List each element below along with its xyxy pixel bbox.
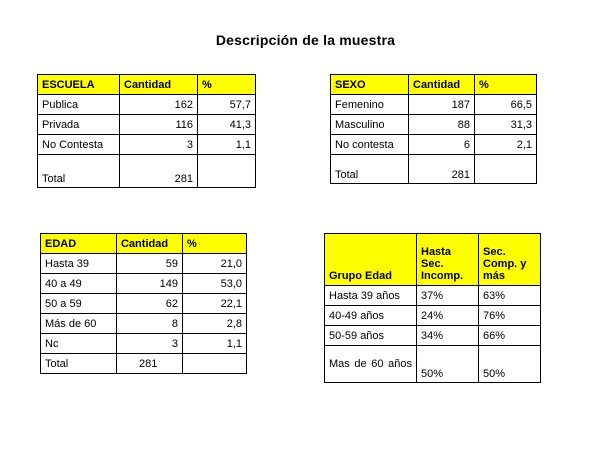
table-row: [38, 115, 256, 135]
table-cell: 149: [117, 274, 183, 294]
table-cell: 88: [409, 115, 475, 135]
table-cell: 50%: [417, 346, 479, 383]
table-cell: 59: [117, 254, 183, 274]
table-row: [41, 314, 247, 334]
table-cell: No Contesta: [38, 135, 120, 155]
table-cell: [475, 155, 537, 184]
total-value: 281: [117, 354, 183, 374]
table-cell: Femenino: [331, 95, 409, 115]
table-cell: 162: [120, 95, 198, 115]
total-label: Total: [331, 155, 409, 184]
table-cell: 24%: [417, 306, 479, 326]
table-cell: 31,3: [475, 115, 537, 135]
table-cell: 3: [120, 135, 198, 155]
table-cell: 1,1: [198, 135, 256, 155]
table-row: [325, 286, 541, 306]
total-row: [38, 155, 256, 188]
table-cell: 53,0: [183, 274, 247, 294]
table-cell: Publica: [38, 95, 120, 115]
table-cell: 63%: [479, 286, 541, 306]
table-row: [38, 95, 256, 115]
table-row: [41, 334, 247, 354]
column-header: Sec. Comp. y más: [479, 234, 541, 286]
table-row: [41, 274, 247, 294]
table-cell: 66%: [479, 326, 541, 346]
table-header-row: [38, 75, 256, 95]
table-row: [41, 254, 247, 274]
table-cell: Mas de 60 años: [325, 346, 417, 383]
column-header: %: [198, 75, 256, 95]
table-row: [41, 294, 247, 314]
table-cell: 50%: [479, 346, 541, 383]
sexo-table: [330, 74, 537, 184]
table-cell: 187: [409, 95, 475, 115]
table-cell: 40 a 49: [41, 274, 117, 294]
grupo-edad-table: [324, 233, 541, 383]
table-cell: 50-59 años: [325, 326, 417, 346]
table-cell: 116: [120, 115, 198, 135]
table-row: [325, 326, 541, 346]
table-cell: Nc: [41, 334, 117, 354]
column-header: Grupo Edad: [325, 234, 417, 286]
table-cell: 66,5: [475, 95, 537, 115]
table-row: [331, 115, 537, 135]
table-cell: 3: [117, 334, 183, 354]
column-header: EDAD: [41, 234, 117, 254]
table-cell: Hasta 39 años: [325, 286, 417, 306]
table-cell: Más de 60: [41, 314, 117, 334]
table-header-row: [331, 75, 537, 95]
column-header: Hasta Sec. Incomp.: [417, 234, 479, 286]
page-title: Descripción de la muestra: [215, 32, 396, 48]
column-header: ESCUELA: [38, 75, 120, 95]
total-value: 281: [120, 155, 198, 188]
table-cell: 62: [117, 294, 183, 314]
total-label: Total: [41, 354, 117, 374]
table-cell: Masculino: [331, 115, 409, 135]
column-header: Cantidad: [120, 75, 198, 95]
column-header: SEXO: [331, 75, 409, 95]
edad-table: [40, 233, 247, 374]
table-cell: 8: [117, 314, 183, 334]
column-header: %: [183, 234, 247, 254]
table-cell: 40-49 años: [325, 306, 417, 326]
table-header-row: [325, 234, 541, 286]
table-cell: 2,1: [475, 135, 537, 155]
table-cell: No contesta: [331, 135, 409, 155]
total-label: Total: [38, 155, 120, 188]
table-cell: 21,0: [183, 254, 247, 274]
total-row: [331, 155, 537, 184]
table-cell: 1,1: [183, 334, 247, 354]
table-cell: 22,1: [183, 294, 247, 314]
table-cell: [183, 354, 247, 374]
table-cell: 76%: [479, 306, 541, 326]
escuela-table: [37, 74, 256, 188]
table-cell: 50 a 59: [41, 294, 117, 314]
table-row: [325, 346, 541, 383]
table-cell: Privada: [38, 115, 120, 135]
table-cell: 2,8: [183, 314, 247, 334]
total-value: 281: [409, 155, 475, 184]
table-row: [331, 135, 537, 155]
column-header: Cantidad: [117, 234, 183, 254]
table-row: [331, 95, 537, 115]
table-cell: 41,3: [198, 115, 256, 135]
table-cell: Hasta 39: [41, 254, 117, 274]
table-row: [38, 135, 256, 155]
table-cell: [198, 155, 256, 188]
column-header: %: [475, 75, 537, 95]
table-cell: 34%: [417, 326, 479, 346]
table-cell: 37%: [417, 286, 479, 306]
table-row: [325, 306, 541, 326]
table-cell: 57,7: [198, 95, 256, 115]
table-cell: 6: [409, 135, 475, 155]
column-header: Cantidad: [409, 75, 475, 95]
table-header-row: [41, 234, 247, 254]
total-row: [41, 354, 247, 374]
